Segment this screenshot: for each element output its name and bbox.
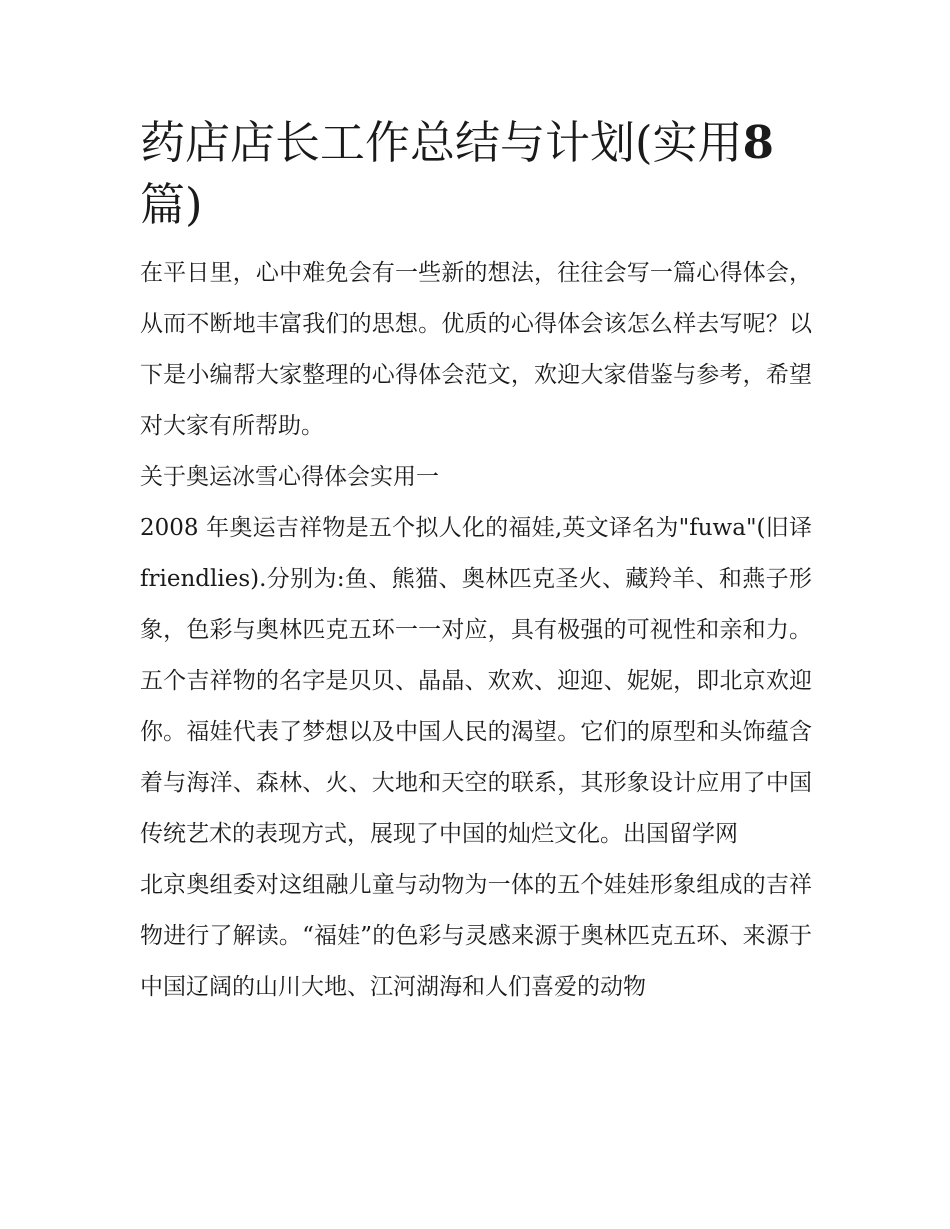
title-text: 药店店长工作总结与计划(实用 — [140, 116, 743, 169]
body-paragraph-fuwa: 2008 年奥运吉祥物是五个拟人化的福娃,英文译名为"fuwa"(旧译 friendlies).分别为:鱼、熊猫、奥林匹克圣火、藏羚羊、和燕子形象，色彩与奥林匹克五环一一对应，具有极强的可视性和亲和力。五个吉祥物的名字是贝贝、晶晶、欢欢、迎迎、妮妮，即北京欢迎你。福娃代表了梦想以及中国人民的渴望。它们的原型和头饰蕴含着与海洋、森林、火、大地和天空的联系，其形象设计应用了中国传统艺术的表现方式，展现了中国的灿烂文化。出国留学网 — [140, 515, 812, 847]
title-suffix: 篇) — [140, 178, 203, 231]
document-page — [140, 112, 812, 1013]
section-heading: 关于奥运冰雪心得体会实用一 — [140, 464, 439, 490]
intro-paragraph: 在平日里，心中难免会有一些新的想法，往往会写一篇心得体会，从而不断地丰富我们的思想。优质的心得体会该怎么样去写呢？以下是小编帮大家整理的心得体会范文，欢迎大家借鉴与参考，希望对大家有所帮助。 — [140, 260, 812, 439]
title-number: 8 — [742, 116, 774, 169]
body-paragraph-interpretation: 北京奥组委对这组融儿童与动物为一体的五个娃娃形象组成的吉祥物进行了解读。“福娃”的色彩与灵感来源于奥林匹克五环、来源于中国辽阔的山川大地、江河湖海和人们喜爱的动物 — [140, 872, 812, 1000]
document-title — [140, 112, 812, 236]
